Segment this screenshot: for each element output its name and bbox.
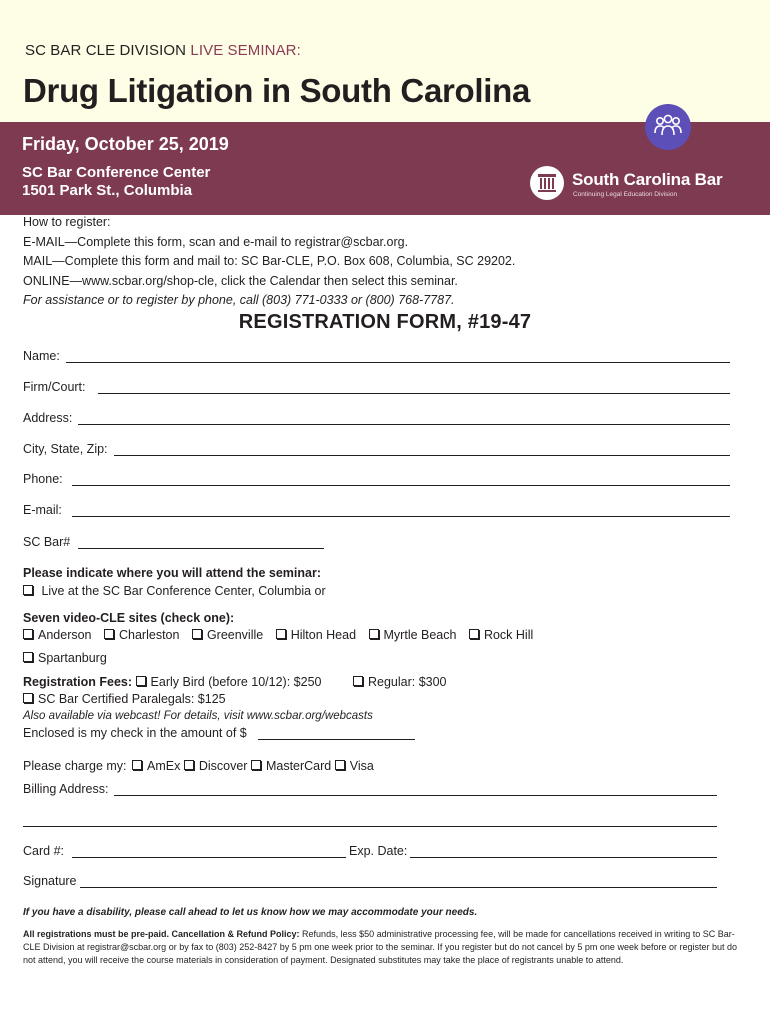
register-email: E-MAIL—Complete this form, scan and e-mail to registrar@scbar.org.	[23, 234, 409, 249]
name-label: Name:	[23, 349, 60, 363]
card-mastercard[interactable]	[251, 759, 331, 773]
check-amount-field[interactable]	[258, 739, 415, 740]
billing-label: Billing Address:	[23, 782, 109, 796]
register-online: ONLINE—www.scbar.org/shop-cle, click the Calendar then select this seminar.	[23, 273, 458, 288]
email-field[interactable]	[72, 516, 730, 517]
attend-heading: Please indicate where you will attend the seminar:	[23, 566, 322, 580]
site-label: Anderson	[38, 628, 92, 642]
checkbox-icon[interactable]	[335, 760, 345, 770]
charge-row	[23, 759, 374, 773]
checkbox-icon[interactable]	[104, 629, 114, 639]
fee-early-bird[interactable]	[136, 675, 322, 689]
site-label: Spartanburg	[38, 651, 107, 665]
exp-date-field[interactable]	[410, 857, 717, 858]
checkbox-icon[interactable]	[251, 760, 261, 770]
barnum-label: SC Bar#	[23, 535, 71, 549]
email-label: E-mail:	[23, 503, 62, 517]
card-visa[interactable]	[335, 759, 374, 773]
site-rock-hill[interactable]	[469, 628, 533, 642]
card-amex[interactable]	[132, 759, 180, 773]
site-label: Myrtle Beach	[383, 628, 457, 642]
fee-paralegal-label: SC Bar Certified Paralegals: $125	[38, 692, 226, 706]
register-heading: How to register:	[23, 215, 111, 229]
video-heading: Seven video-CLE sites (check one):	[23, 611, 235, 625]
checkbox-icon[interactable]	[23, 652, 33, 662]
card-number-label: Card #:	[23, 844, 64, 858]
site-greenville[interactable]	[192, 628, 263, 642]
card-label: Visa	[349, 759, 374, 773]
site-anderson[interactable]	[23, 628, 92, 642]
site-myrtle-beach[interactable]	[369, 628, 457, 642]
fees-row	[23, 675, 447, 689]
card-label: AmEx	[147, 759, 181, 773]
seminar-title: Drug Litigation in South Carolina	[23, 72, 531, 109]
eyebrow-text: SC BAR CLE DIVISION	[25, 42, 191, 59]
exp-date-label: Exp. Date:	[349, 844, 408, 858]
checkbox-icon[interactable]	[353, 676, 363, 686]
barnum-field[interactable]	[78, 548, 324, 549]
policy-text: Refunds, less $50 administrative processing fee, will be made for cancellations received in writing to SC Bar-CLE Division at registrar@scbar.org or by fax to (803) 252-8427 by 5 pm one week prior to the seminar. If you register but do not cancel by 5 pm one week before or register but do not attend, you will receive the course materials in consideration of payment. Designated substitutes may take the place of registrants unable to attend.	[23, 929, 738, 965]
seminar-eyebrow	[25, 42, 301, 59]
site-label: Charleston	[119, 628, 180, 642]
checkbox-icon[interactable]	[23, 585, 33, 595]
fee-early-label: Early Bird (before 10/12): $250	[150, 675, 322, 689]
city-label: City, State, Zip:	[23, 442, 108, 456]
fees-label: Registration Fees:	[23, 675, 133, 689]
refund-policy	[23, 928, 747, 967]
phone-label: Phone:	[23, 472, 63, 486]
signature-label: Signature	[23, 874, 77, 888]
register-instructions	[23, 213, 515, 311]
eyebrow-accent: LIVE SEMINAR:	[190, 42, 301, 59]
phone-field[interactable]	[72, 485, 730, 486]
billing-field-line-2[interactable]	[23, 826, 717, 827]
address-field[interactable]	[78, 424, 730, 425]
checkbox-icon[interactable]	[136, 676, 146, 686]
venue-line-1: SC Bar Conference Center	[22, 164, 211, 181]
disability-note: If you have a disability, please call ahead to let us know how we may accommodate your needs.	[23, 907, 478, 918]
firm-label: Firm/Court:	[23, 380, 86, 394]
card-label: MasterCard	[265, 759, 332, 773]
event-venue	[22, 164, 210, 200]
checkbox-icon[interactable]	[369, 629, 379, 639]
checkbox-icon[interactable]	[276, 629, 286, 639]
event-date: Friday, October 25, 2019	[22, 134, 229, 154]
people-icon	[645, 104, 691, 150]
fee-regular-label: Regular: $300	[367, 675, 447, 689]
city-field[interactable]	[114, 455, 730, 456]
fee-regular[interactable]	[353, 675, 447, 689]
site-label: Greenville	[206, 628, 264, 642]
charge-label: Please charge my:	[23, 759, 127, 773]
site-label: Rock Hill	[483, 628, 534, 642]
policy-heading: All registrations must be pre-paid. Cancellation & Refund Policy:	[23, 929, 300, 939]
attend-live-option[interactable]	[23, 584, 326, 598]
site-label: Hilton Head	[290, 628, 357, 642]
checkbox-icon[interactable]	[469, 629, 479, 639]
address-label: Address:	[23, 411, 73, 425]
card-discover[interactable]	[184, 759, 248, 773]
site-hilton-head[interactable]	[276, 628, 356, 642]
site-spartanburg[interactable]	[23, 651, 107, 665]
webcast-note: Also available via webcast! For details, visit www.scbar.org/webcasts	[23, 710, 373, 722]
logo-subtitle: Continuing Legal Education Division	[573, 191, 678, 198]
register-mail: MAIL—Complete this form and mail to: SC Bar-CLE, P.O. Box 608, Columbia, SC 29202.	[23, 254, 516, 268]
site-charleston[interactable]	[104, 628, 179, 642]
billing-field[interactable]	[114, 795, 717, 796]
attend-live-label: Live at the SC Bar Conference Center, Columbia or	[41, 584, 326, 598]
checkbox-icon[interactable]	[132, 760, 142, 770]
signature-field[interactable]	[80, 887, 717, 888]
logo-name: South Carolina Bar	[572, 170, 723, 189]
checkbox-icon[interactable]	[23, 693, 33, 703]
checkbox-icon[interactable]	[23, 629, 33, 639]
header-area	[0, 0, 770, 122]
check-amount-label: Enclosed is my check in the amount of $	[23, 726, 247, 740]
venue-line-2: 1501 Park St., Columbia	[22, 182, 193, 199]
name-field[interactable]	[66, 362, 730, 363]
form-title: REGISTRATION FORM, #19-47	[238, 311, 532, 333]
column-seal-icon	[530, 166, 564, 200]
checkbox-icon[interactable]	[184, 760, 194, 770]
fee-paralegal[interactable]	[23, 692, 226, 706]
checkbox-icon[interactable]	[192, 629, 202, 639]
firm-field[interactable]	[98, 393, 730, 394]
video-sites-row	[23, 628, 542, 642]
card-label: Discover	[198, 759, 248, 773]
card-number-field[interactable]	[72, 857, 346, 858]
register-phone: For assistance or to register by phone, call (803) 771-0333 or (800) 768-7787.	[23, 293, 455, 307]
